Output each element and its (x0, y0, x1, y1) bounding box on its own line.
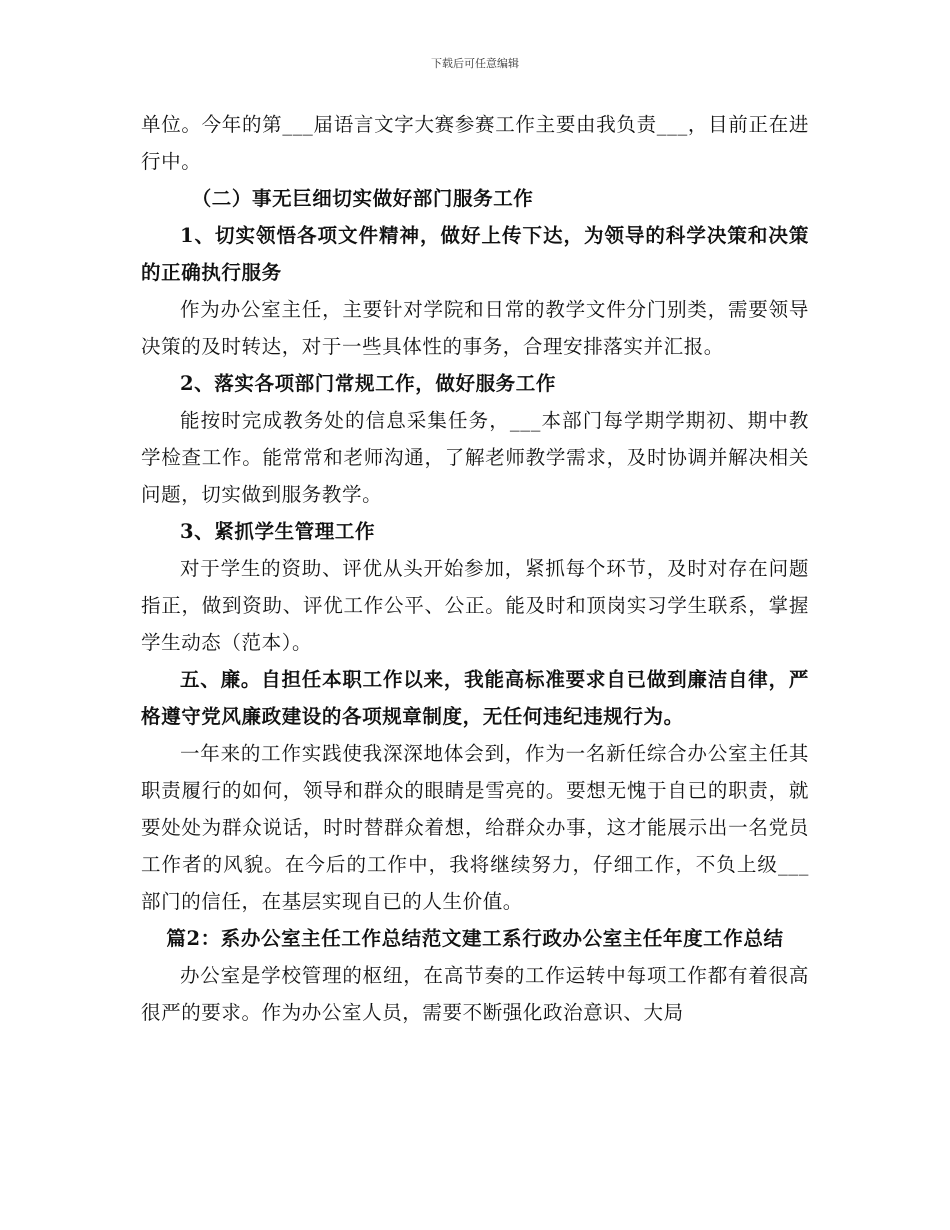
paragraph: 对于学生的资助、评优从头开始参加，紧抓每个环节，及时对存在问题指正，做到资助、评优工作公平、公正。能及时和顶岗实习学生联系，掌握学生动态（范本）。 (141, 557, 809, 654)
subheading-2: 2、落实各项部门常规工作，做好服务工作 (180, 372, 556, 395)
paragraph: 一年来的工作实践使我深深地体会到，作为一名新任综合办公室主任其职责履行的如何，领导和群众的眼睛是雪亮的。要想无愧于自已的职责，就要处处为群众说话，时时替群众着想，给群众办事，这才能展示出一名党员工作者的风貌。在今后的工作中，我将继续努力，仔细工作，不负上级___部门的信任，在基层实现自已的人生价值。 (141, 742, 809, 913)
paragraph: 能按时完成教务处的信息采集任务，___本部门每学期学期初、期中教学检查工作。能常常和老师沟通，了解老师教学需求，及时协调并解决相关问题，切实做到服务教学。 (141, 409, 809, 506)
page-header: 下载后可任意编辑 (431, 57, 519, 70)
paragraph: 作为办公室主任，主要针对学院和日常的教学文件分门别类，需要领导决策的及时转达，对于一些具体性的事务，合理安排落实并汇报。 (141, 298, 809, 358)
paragraph: 办公室是学校管理的枢纽，在高节奏的工作运转中每项工作都有着很高很严的要求。作为办公室人员，需要不断强化政治意识、大局 (141, 964, 809, 1024)
section-heading-2: （二）事无巨细切实做好部门服务工作 (191, 187, 534, 210)
paragraph-continuation: 单位。今年的第___届语言文字大赛参赛工作主要由我负责___，目前正在进行中。 (141, 113, 809, 173)
subheading-3: 3、紧抓学生管理工作 (180, 520, 376, 543)
article-title: 篇2：系办公室主任工作总结范文建工系行政办公室主任年度工作总结 (166, 927, 784, 950)
document-body (141, 106, 809, 1031)
subheading-1: 1、切实领悟各项文件精神，做好上传下达，为领导的科学决策和决策的正确执行服务 (141, 224, 809, 284)
section-heading-5: 五、廉。自担任本职工作以来，我能高标准要求自已做到廉洁自律，严格遵守党风廉政建设的各项规章制度，无任何违纪违规行为。 (141, 668, 809, 728)
